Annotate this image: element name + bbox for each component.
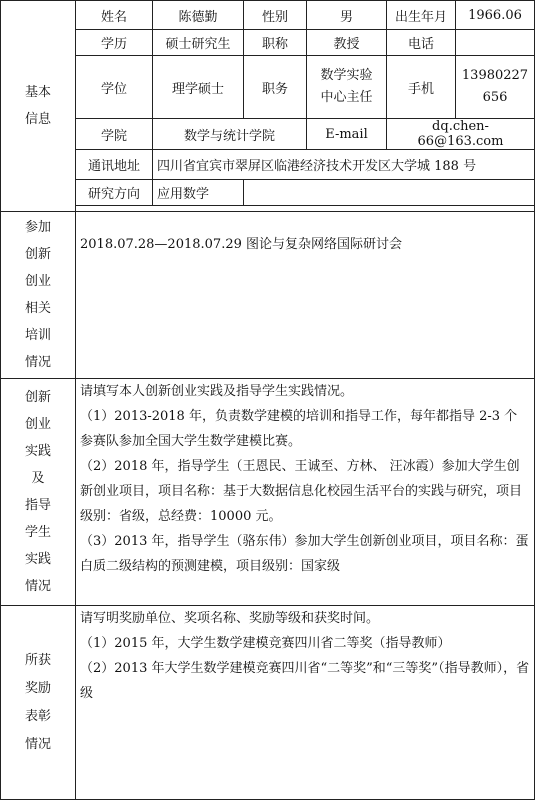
awards-intro: 请写明奖励单位、奖项名称、奖励等级和获奖时间。	[80, 611, 380, 626]
email-value: dq.chen-66@163.com	[387, 119, 535, 150]
name-value: 陈德勤	[153, 1, 244, 30]
college-label: 学院	[76, 119, 153, 150]
name-label: 姓名	[76, 1, 153, 30]
awards-content	[76, 606, 535, 800]
training-entry: 2018.07.28—2018.07.29 图论与复杂网络国际研讨会	[80, 237, 402, 252]
education-label: 学历	[76, 30, 153, 56]
position-label: 职务	[244, 56, 307, 119]
practice-intro: 请填写本人创新创业实践及指导学生实践情况。	[80, 384, 354, 399]
phone-label: 电话	[387, 30, 456, 56]
degree-value: 理学硕士	[153, 56, 244, 119]
mobile-line-1: 13980227	[461, 68, 529, 83]
training-section-label: 参加 创新 创业 相关 培训 情况	[1, 212, 76, 379]
awards-item-1: （1）2015 年，大学生数学建模竞赛四川省二等奖（指导教师）	[80, 636, 451, 651]
position-line-2: 中心主任	[320, 90, 373, 105]
practice-content	[76, 379, 535, 606]
email-label: E-mail	[307, 119, 387, 150]
mobile-line-2: 656	[482, 90, 508, 105]
research-empty-cell	[244, 180, 535, 206]
birth-value: 1966.06	[456, 1, 535, 30]
position-line-1: 数学实验	[320, 68, 373, 83]
degree-label: 学位	[76, 56, 153, 119]
title-value: 教授	[307, 30, 387, 56]
basic-info-section-label: 基本信息	[1, 1, 76, 212]
birth-label: 出生年月	[387, 1, 456, 30]
awards-section-label: 所获 奖励 表彰 情况	[1, 606, 76, 800]
phone-value	[456, 30, 535, 56]
education-value: 硕士研究生	[153, 30, 244, 56]
research-value: 应用数学	[153, 180, 244, 206]
mobile-label: 手机	[387, 56, 456, 119]
practice-item-1: （1）2013-2018 年，负责数学建模的培训和指导工作，每年都指导 2-3 个参赛队参加全国大学生数学建模比赛。	[80, 409, 518, 449]
gender-value: 男	[307, 1, 387, 30]
practice-item-3: （3）2013 年，指导学生（骆东伟）参加大学生创新创业项目，项目名称：蛋白质二级结构的预测建模，项目级别：国家级	[80, 534, 529, 574]
gender-label: 性别	[244, 1, 307, 30]
address-label: 通讯地址	[76, 150, 153, 180]
awards-item-2: （2）2013 年大学生数学建模竞赛四川省“二等奖”和“三等奖”（指导教师），省级	[80, 661, 530, 701]
title-label: 职称	[244, 30, 307, 56]
practice-section-label: 创新 创业 实践 及 指导 学生 实践 情况	[1, 379, 76, 606]
address-value: 四川省宜宾市翠屏区临港经济技术开发区大学城 188 号	[153, 150, 535, 180]
practice-item-2: （2）2018 年，指导学生（王恩民、王诚至、方林、 汪冰霞）参加大学生创新创业项目，项目名称：基于大数据信息化校园生活平台的实践与研究，项目级别：省级，总经费：10000 元。	[80, 459, 523, 524]
position-value	[307, 56, 387, 119]
training-content	[76, 212, 535, 379]
mobile-value	[456, 56, 535, 119]
college-value: 数学与统计学院	[153, 119, 307, 150]
research-label: 研究方向	[76, 180, 153, 206]
